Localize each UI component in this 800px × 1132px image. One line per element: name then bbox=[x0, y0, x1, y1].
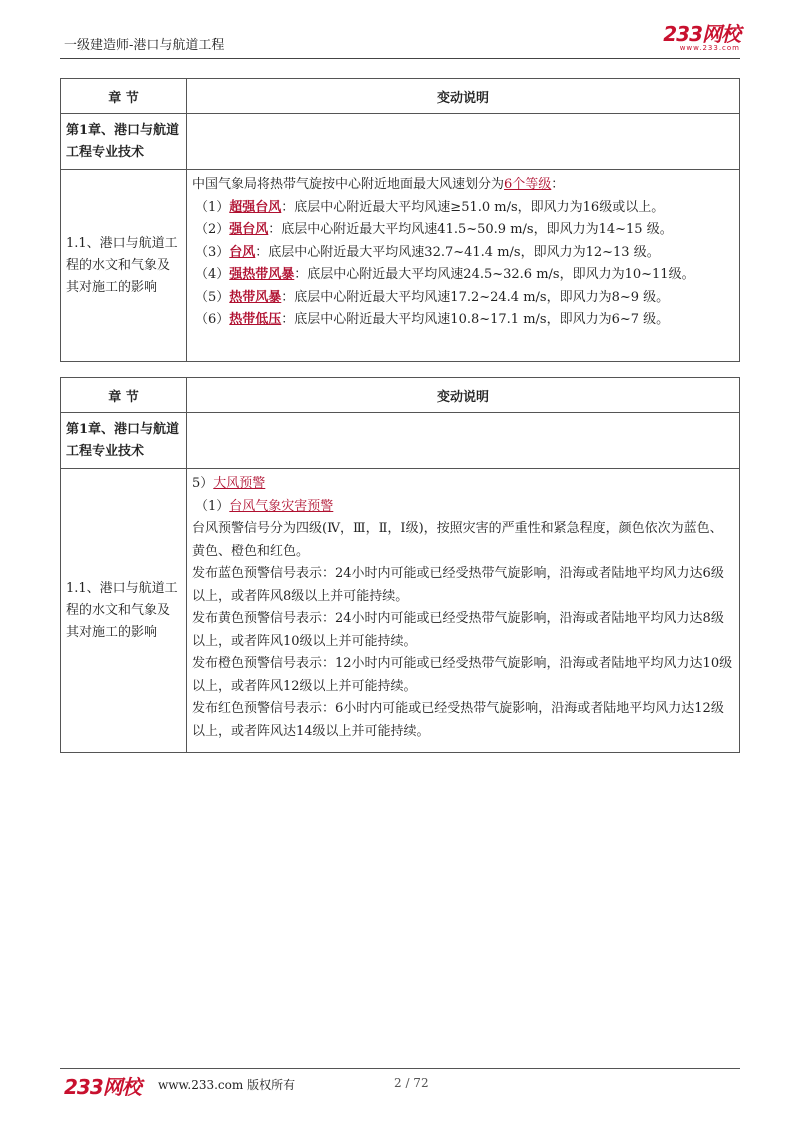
col-header-chapter: 章 节 bbox=[61, 79, 187, 114]
chapter-cell: 第1章、港口与航道工程专业技术 bbox=[61, 413, 187, 469]
table-header-row bbox=[61, 378, 740, 413]
section-cell: 1.1、港口与航道工程的水文和气象及其对施工的影响 bbox=[61, 469, 187, 753]
keyword: 大风预警 bbox=[213, 476, 266, 491]
change-table-2 bbox=[60, 377, 740, 753]
keyword: 超强台风 bbox=[229, 199, 282, 215]
col-header-chapter: 章 节 bbox=[61, 378, 187, 413]
document-title: 一级建造师-港口与航道工程 bbox=[64, 38, 225, 53]
list-item: （3）台风：底层中心附近最大平均风速32.7~41.4 m/s，即风力为12~13 级。 bbox=[195, 244, 660, 260]
keyword: 热带风暴 bbox=[229, 289, 282, 305]
paragraph: 发布红色预警信号表示：6小时内可能或已经受热带气旋影响，沿海或者陆地平均风力达12级以上，或者阵风达14级以上并可能持续。 bbox=[192, 701, 724, 739]
logo-text: 233网校 bbox=[663, 22, 740, 46]
keyword: 热带低压 bbox=[229, 312, 282, 327]
table-row bbox=[61, 114, 740, 170]
table-row bbox=[61, 469, 740, 753]
description-cell bbox=[187, 469, 740, 753]
chapter-cell: 第1章、港口与航道工程专业技术 bbox=[61, 114, 187, 170]
keyword: 强热带风暴 bbox=[229, 267, 295, 282]
keyword: 台风 bbox=[229, 244, 256, 260]
empty-cell bbox=[187, 114, 740, 170]
keyword: 6个等级 bbox=[504, 177, 552, 192]
subheading: （1）台风气象灾害预警 bbox=[195, 498, 334, 514]
list-item: （1）超强台风：底层中心附近最大平均风速≥51.0 m/s，即风力为16级或以上。 bbox=[195, 199, 665, 215]
keyword: 台风气象灾害预警 bbox=[229, 498, 334, 514]
logo-url: www.233.com bbox=[679, 44, 740, 52]
list-item: （5）热带风暴：底层中心附近最大平均风速17.2~24.4 m/s，即风力为8~9 级。 bbox=[195, 289, 670, 305]
footer-logo: 233网校 bbox=[64, 1075, 141, 1099]
brand-logo bbox=[663, 24, 740, 52]
col-header-description: 变动说明 bbox=[187, 378, 740, 413]
change-table-1 bbox=[60, 78, 740, 362]
paragraph: 发布橙色预警信号表示：12小时内可能或已经受热带气旋影响，沿海或者陆地平均风力达10级以上，或者阵风12级以上并可能持续。 bbox=[192, 656, 733, 694]
copyright-text: www.233.com 版权所有 bbox=[158, 1078, 296, 1092]
section-cell: 1.1、港口与航道工程的水文和气象及其对施工的影响 bbox=[61, 170, 187, 362]
page-number: 2 / 72 bbox=[394, 1076, 429, 1090]
paragraph: 发布蓝色预警信号表示：24小时内可能或已经受热带气旋影响，沿海或者陆地平均风力达6级以上，或者阵风8级以上并可能持续。 bbox=[192, 566, 724, 604]
intro-line: 中国气象局将热带气旋按中心附近地面最大风速划分为6个等级： bbox=[192, 177, 565, 192]
table-row bbox=[61, 170, 740, 362]
list-item: （2）强台风：底层中心附近最大平均风速41.5~50.9 m/s，即风力为14~15 级。 bbox=[195, 222, 673, 237]
subheading: 5）大风预警 bbox=[192, 476, 266, 491]
list-item: （4）强热带风暴：底层中心附近最大平均风速24.5~32.6 m/s，即风力为10~11级。 bbox=[195, 267, 695, 282]
keyword: 强台风 bbox=[229, 222, 269, 237]
empty-cell bbox=[187, 413, 740, 469]
page-footer bbox=[60, 1068, 740, 1099]
col-header-description: 变动说明 bbox=[187, 79, 740, 114]
paragraph: 发布黄色预警信号表示：24小时内可能或已经受热带气旋影响，沿海或者陆地平均风力达8级以上，或者阵风10级以上并可能持续。 bbox=[192, 611, 724, 649]
list-item: （6）热带低压：底层中心附近最大平均风速10.8~17.1 m/s，即风力为6~7 级。 bbox=[195, 312, 670, 327]
paragraph: 台风预警信号分为四级(Ⅳ，Ⅲ，Ⅱ，Ⅰ级)，按照灾害的严重性和紧急程度，颜色依次为蓝色、黄色、橙色和红色。 bbox=[192, 521, 723, 559]
table-header-row bbox=[61, 79, 740, 114]
table-row bbox=[61, 413, 740, 469]
description-cell bbox=[187, 170, 740, 362]
page-header bbox=[60, 18, 740, 59]
